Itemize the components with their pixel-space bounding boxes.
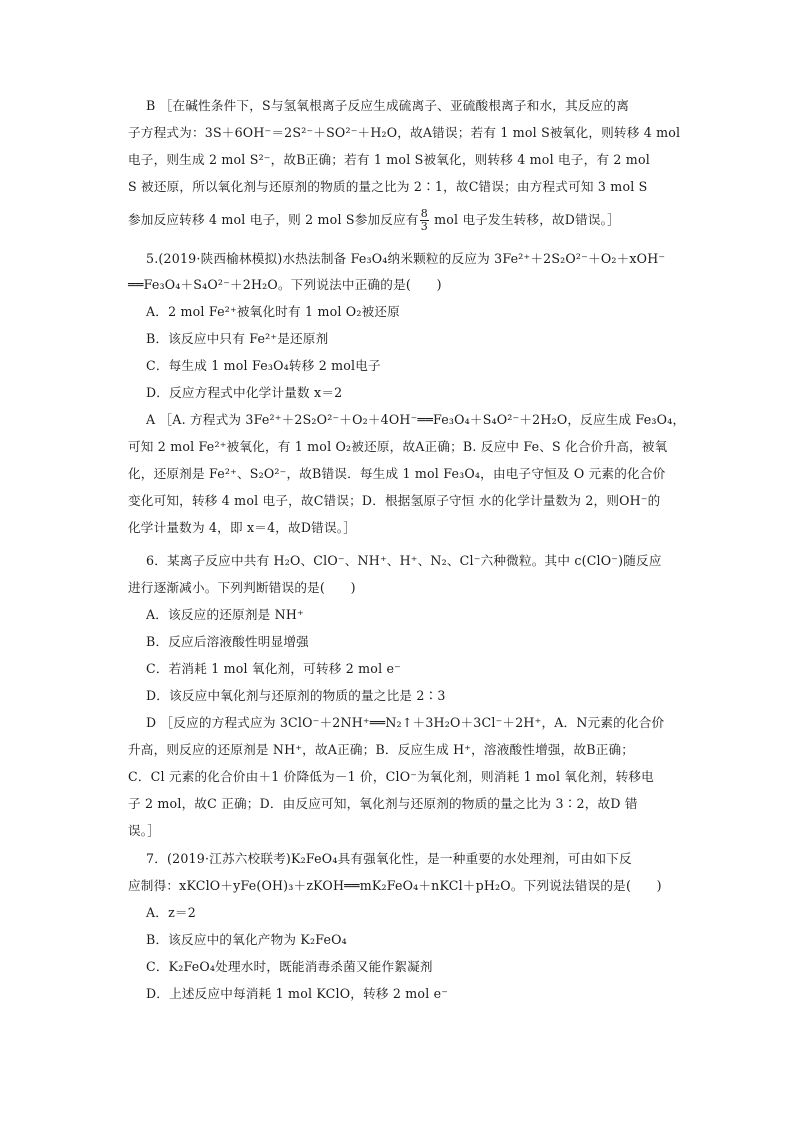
answer4-line4: S 被还原，所以氧化剂与还原剂的物质的量之比为 2∶1，故C错误；由方程式可知 3 mol S xyxy=(128,179,648,194)
question6-stem-line1: 6．某离子反应中共有 H₂O、ClO⁻、NH⁺、H⁺、N₂、Cl⁻六种微粒。其中 c(ClO⁻)随反应 xyxy=(146,553,662,568)
answer5-line5: 化学计量数为 4，即 x＝4，故D错误。］ xyxy=(128,520,357,535)
answer6-line3: C．Cl 元素的化合价由＋1 价降低为－1 价，ClO⁻为氧化剂，则消耗 1 mol 氧化剂，转移电 xyxy=(128,769,654,784)
answer5-line4: 变化可知，转移 4 mol 电子，故C错误；D．根据氢原子守恒 水的化学计量数为 2，则OH⁻的 xyxy=(128,493,661,508)
fraction-eight-thirds xyxy=(420,208,429,233)
question6-option-a: A．该反应的还原剂是 NH⁺ xyxy=(146,607,304,622)
answer4-line5-pre: 参加反应转移 4 mol 电子，则 2 mol S参加反应有 xyxy=(128,212,419,227)
answer6-line5: 误。］ xyxy=(128,823,161,838)
question7-option-b: B．该反应中的氧化产物为 K₂FeO₄ xyxy=(146,932,347,947)
question7-option-a: A．z＝2 xyxy=(146,905,196,920)
answer5-line2: 可知 2 mol Fe²⁺被氧化，有 1 mol O₂被还原，故A正确；B. 反应中 Fe、S 化合价升高，被氧 xyxy=(128,439,668,454)
question6-option-d: D．该反应中氧化剂与还原剂的物质的量之比是 2∶3 xyxy=(146,688,446,703)
answer6-line4: 子 2 mol，故C 正确；D．由反应可知，氧化剂与还原剂的物质的量之比为 3∶2，故D 错 xyxy=(128,796,638,811)
question6-option-c: C．若消耗 1 mol 氧化剂，可转移 2 mol e⁻ xyxy=(146,661,402,676)
question7-stem-line1: 7．(2019·江苏六校联考)K₂FeO₄具有强氧化性，是一种重要的水处理剂，可由如下反 xyxy=(146,851,632,866)
question5-option-a: A．2 mol Fe²⁺被氧化时有 1 mol O₂被还原 xyxy=(146,304,400,319)
answer4-line3: 电子，则生成 2 mol S²⁻，故B正确；若有 1 mol S被氧化，则转移 4 mol 电子，有 2 mol xyxy=(128,152,650,167)
answer4-line5 xyxy=(128,208,620,233)
fraction-numerator: 8 xyxy=(420,207,428,220)
answer4-line1: B ［在碱性条件下，S与氢氧根离子反应生成硫离子、亚硫酸根离子和水，其反应的离 xyxy=(146,98,630,113)
question7-option-d: D．上述反应中每消耗 1 mol KClO，转移 2 mol e⁻ xyxy=(146,986,449,1001)
fraction-denominator: 3 xyxy=(420,220,428,233)
question5-stem-line2: ══Fe₃O₄＋S₄O²⁻＋2H₂O。下列说法中正确的是( ) xyxy=(128,277,442,292)
answer5-line3: 化，还原剂是 Fe²⁺、S₂O²⁻，故B错误．每生成 1 mol Fe₃O₄，由电子守恒及 O 元素的化合价 xyxy=(128,466,666,481)
answer4-line5-post: mol 电子发生转移，故D错误。］ xyxy=(429,212,620,227)
question5-option-d: D．反应方程式中化学计量数 x＝2 xyxy=(146,385,343,400)
answer5-line1: A ［A. 方程式为 3Fe²⁺＋2S₂O²⁻＋O₂＋4OH⁻══Fe₃O₄＋S₄O²⁻＋2H₂O，反应生成 Fe₃O₄， xyxy=(146,412,686,427)
question6-stem-line2: 进行逐渐减小。下列判断错误的是( ) xyxy=(128,580,356,595)
question5-option-b: B．该反应中只有 Fe²⁺是还原剂 xyxy=(146,331,329,346)
question5-option-c: C．每生成 1 mol Fe₃O₄转移 2 mol电子 xyxy=(146,358,381,373)
answer6-line2: 升高，则反应的还原剂是 NH⁺，故A正确；B．反应生成 H⁺，溶液酸性增强，故B正确； xyxy=(128,742,635,757)
question6-option-b: B．反应后溶液酸性明显增强 xyxy=(146,634,309,649)
answer6-line1: D ［反应的方程式应为 3ClO⁻＋2NH⁺══N₂↑＋3H₂O＋3Cl⁻＋2H⁺，A．N元素的化合价 xyxy=(146,715,665,730)
question7-stem-line2: 应制得：xKClO＋yFe(OH)₃＋zKOH══mK₂FeO₄＋nKCl＋pH₂O。下列说法错误的是( ) xyxy=(128,878,662,893)
answer4-line2: 子方程式为：3S＋6OH⁻＝2S²⁻＋SO²⁻＋H₂O，故A错误；若有 1 mol S被氧化，则转移 4 mol xyxy=(128,125,681,140)
question5-stem-line1: 5.(2019·陕西榆林模拟)水热法制备 Fe₃O₄纳米颗粒的反应为 3Fe²⁺＋2S₂O²⁻＋O₂＋xOH⁻ xyxy=(146,251,666,266)
question7-option-c: C．K₂FeO₄处理水时，既能消毒杀菌又能作絮凝剂 xyxy=(146,959,433,974)
